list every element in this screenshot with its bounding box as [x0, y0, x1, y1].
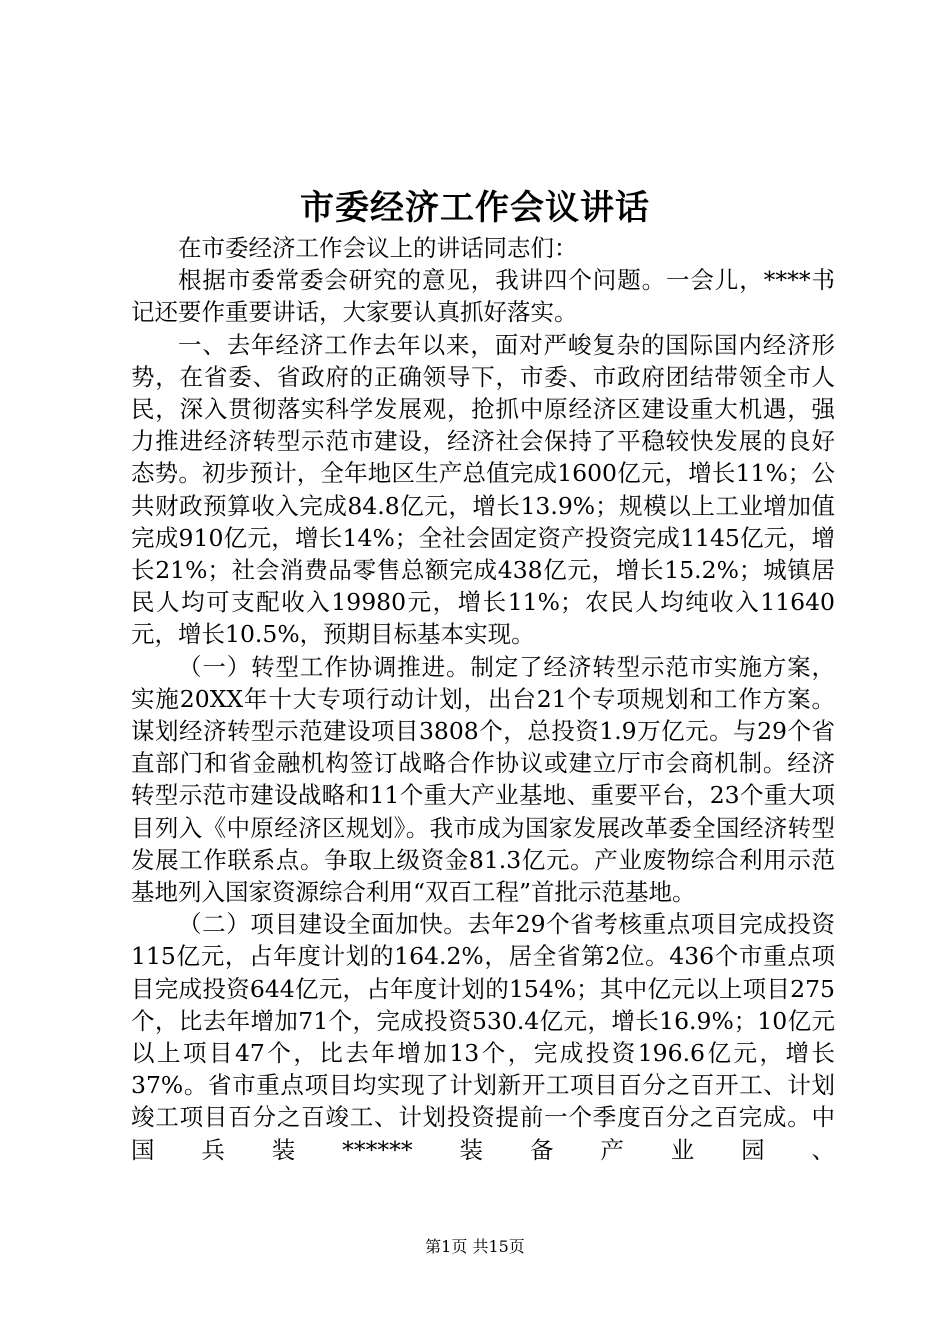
document-body — [131, 232, 835, 1166]
paragraph-salutation: 在市委经济工作会议上的讲话同志们： — [178, 234, 578, 262]
paragraph-subsection-one: （一）转型工作协调推进。制定了经济转型示范市实施方案，实施20XX年十大专项行动计划，出台21个专项规划和工作方案。谋划经济转型示范建设项目3808个，总投资1.9万亿元。与29个省直部门和省金融机构签订战略合作协议或建立厅市会商机制。经济转型示范市建设战略和11个重大产业基地、重要平台，23个重大项目列入《中原经济区规划》。我市成为国家发展改革委全国经济转型发展工作联系点。争取上级资金81.3亿元。产业废物综合利用示范基地列入国家资源综合利用“双百工程”首批示范基地。 — [131, 652, 835, 907]
page-number-footer: 第1页 共15页 — [425, 1237, 525, 1256]
paragraph-intro: 根据市委常委会研究的意见，我讲四个问题。一会儿，****书记还要作重要讲话，大家要认真抓好落实。 — [131, 266, 835, 327]
document-title: 市委经济工作会议讲话 — [300, 188, 650, 228]
paragraph-section-one: 一、去年经济工作去年以来，面对严峻复杂的国际国内经济形势，在省委、省政府的正确领导下，市委、市政府团结带领全市人民，深入贯彻落实科学发展观，抢抓中原经济区建设重大机遇，强力推进经济转型示范市建设，经济社会保持了平稳较快发展的良好态势。初步预计，全年地区生产总值完成1600亿元，增长11%；公共财政预算收入完成84.8亿元，增长13.9%；规模以上工业增加值完成910亿元，增长14%；全社会固定资产投资完成1145亿元，增长21%；社会消费品零售总额完成438亿元，增长15.2%；城镇居民人均可支配收入19980元，增长11%；农民人均纯收入11640元，增长10.5%，预期目标基本实现。 — [131, 330, 835, 649]
paragraph-subsection-two: （二）项目建设全面加快。去年29个省考核重点项目完成投资115亿元，占年度计划的164.2%，居全省第2位。436个市重点项目完成投资644亿元，占年度计划的154%；其中亿元以上项目275个，比去年增加71个，完成投资530.4亿元，增长16.9%；10亿元以上项目47个，比去年增加13个，完成投资196.6亿元，增长37%。省市重点项目均实现了计划新开工项目百分之百开工、计划竣工项目百分之百竣工、计划投资提前一个季度百分之百完成。中国兵装******装备产业园、 — [131, 910, 835, 1164]
